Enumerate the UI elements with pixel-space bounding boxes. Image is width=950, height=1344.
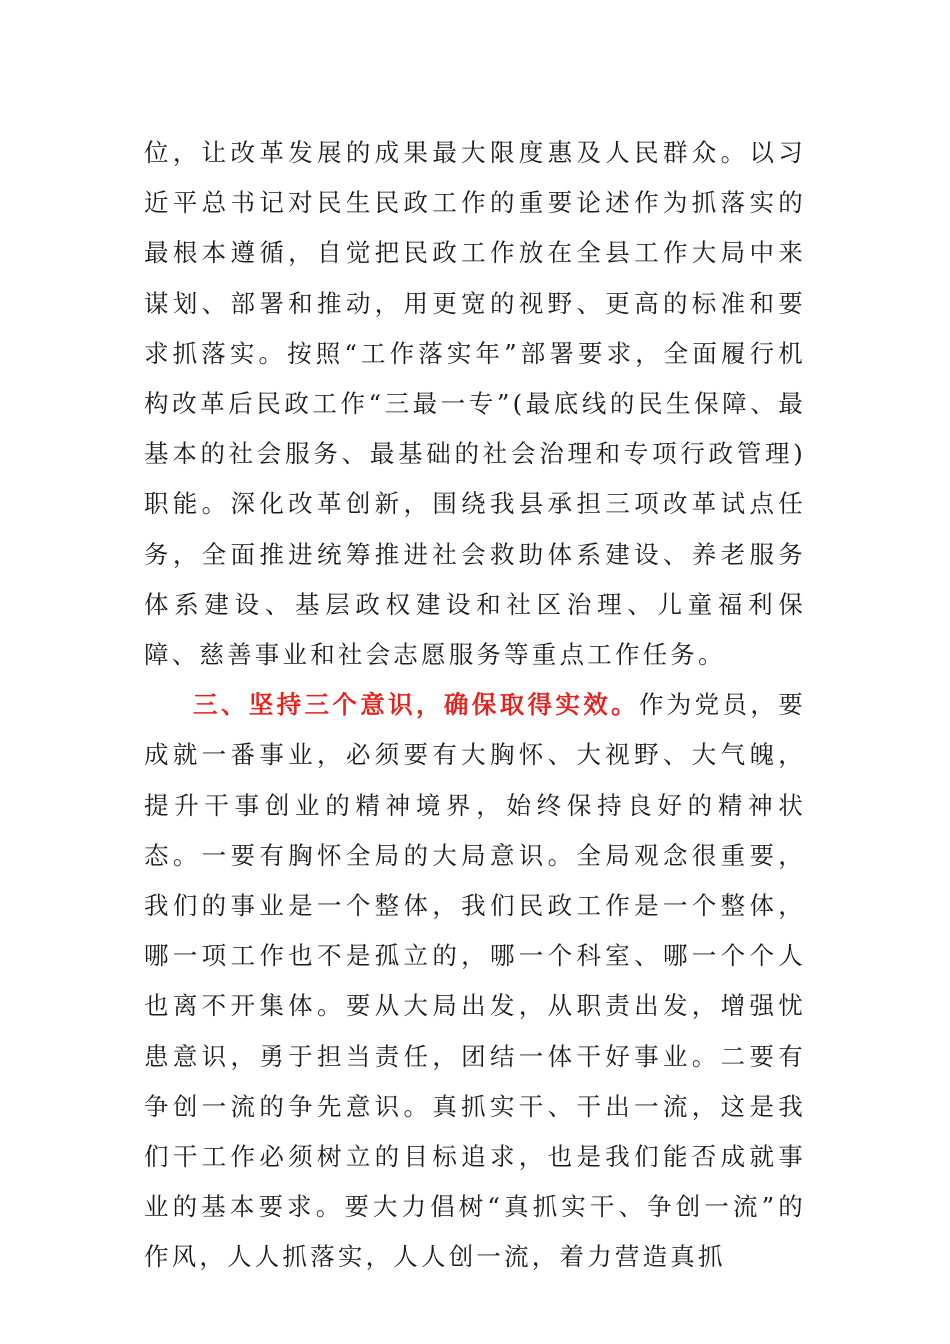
paragraph-2-body: 作为党员，要成就一番事业，必须要有大胸怀、大视野、大气魄，提升干事创业的精神境界，始终保持良好的精神状态。一要有胸怀全局的大局意识。全局观念很重要，我们的事业是一个整体，我们民政工作是一个整体，哪一项工作也不是孤立的，哪一个科室、哪一个个人也离不开集体。要从大局出发，从职责出发，增强忧患意识，勇于担当责任，团结一体干好事业。二要有争创一流的争先意识。真抓实干、干出一流，这是我们干工作必须树立的目标追求，也是我们能否成就事业的基本要求。要大力倡树“真抓实干、争创一流”的作风，人人抓落实，人人创一流，着力营造真抓 — [144, 690, 806, 1272]
document-page — [144, 128, 806, 1283]
section-heading: 三、坚持三个意识，确保取得实效。 — [193, 690, 639, 720]
paragraph-2 — [144, 680, 806, 1282]
paragraph-1: 位，让改革发展的成果最大限度惠及人民群众。以习近平总书记对民生民政工作的重要论述作为抓落实的最根本遵循，自觉把民政工作放在全县工作大局中来谋划、部署和推动，用更宽的视野、更高的标准和要求抓落实。按照“工作落实年”部署要求，全面履行机构改革后民政工作“三最一专”(最底线的民生保障、最基本的社会服务、最基础的社会治理和专项行政管理)职能。深化改革创新，围绕我县承担三项改革试点任务，全面推进统筹推进社会救助体系建设、养老服务体系建设、基层政权建设和社区治理、儿童福利保障、慈善事业和社会志愿服务等重点工作任务。 — [144, 138, 806, 670]
